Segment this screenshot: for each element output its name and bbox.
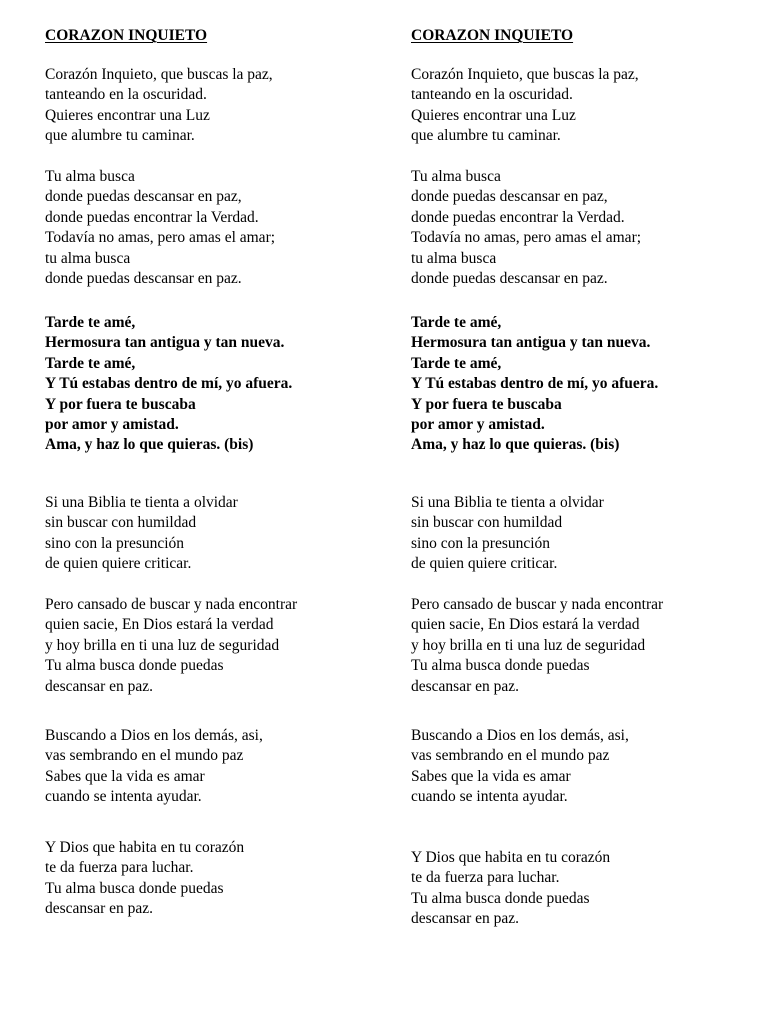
lyric-line: y hoy brilla en ti una luz de seguridad <box>45 636 280 654</box>
lyric-line: Tu alma busca <box>411 168 501 185</box>
lyric-line: sin buscar con humildad <box>45 514 197 532</box>
song-title: CORAZON INQUIETO <box>45 27 208 44</box>
lyric-line: por amor y amistad. <box>45 415 179 433</box>
stanza <box>411 726 751 808</box>
lyric-line: Todavía no amas, pero amas el amar; <box>411 229 642 247</box>
lyric-line: Hermosura tan antigua y tan nueva. <box>45 334 285 352</box>
lyric-line: quien sacie, En Dios estará la verdad <box>45 616 274 634</box>
lyric-line: donde puedas descansar en paz, <box>411 188 608 206</box>
lyric-line: Tarde te amé, <box>411 314 502 331</box>
lyric-line: sino con la presunción <box>45 534 185 552</box>
lyric-line: Y Tú estabas dentro de mí, yo afuera. <box>45 375 293 393</box>
lyric-line: descansar en paz. <box>411 677 520 695</box>
lyric-line: Y Dios que habita en tu corazón <box>411 849 611 866</box>
lyric-line: tanteando en la oscuridad. <box>45 86 207 104</box>
lyric-line: Buscando a Dios en los demás, asi, <box>45 727 263 744</box>
lyric-line: Todavía no amas, pero amas el amar; <box>45 229 276 247</box>
lyric-line: vas sembrando en el mundo paz <box>45 747 244 765</box>
lyric-line: Y por fuera te buscaba <box>45 395 196 413</box>
lyrics-column-left <box>45 26 385 918</box>
chorus <box>45 313 385 456</box>
lyric-line: te da fuerza para luchar. <box>411 869 560 887</box>
stanza <box>411 848 751 930</box>
lyric-line: Ama, y haz lo que quieras. (bis) <box>411 436 620 454</box>
lyric-line: Hermosura tan antigua y tan nueva. <box>411 334 651 352</box>
lyrics-column-right <box>411 26 751 928</box>
lyric-line: Tarde te amé, <box>45 354 136 372</box>
stanza <box>45 65 385 147</box>
lyric-line: donde puedas encontrar la Verdad. <box>45 208 259 226</box>
chorus <box>411 313 751 456</box>
stanza <box>411 65 751 147</box>
lyric-line: Tu alma busca donde puedas <box>45 657 224 675</box>
lyric-line: vas sembrando en el mundo paz <box>411 747 610 765</box>
lyric-line: Quieres encontrar una Luz <box>411 106 576 124</box>
lyric-line: Si una Biblia te tienta a olvidar <box>411 494 604 511</box>
lyric-line: Pero cansado de buscar y nada encontrar <box>45 596 298 613</box>
lyric-line: donde puedas encontrar la Verdad. <box>411 208 625 226</box>
stanza <box>45 167 385 289</box>
lyric-line: por amor y amistad. <box>411 415 545 433</box>
stanza <box>45 838 385 920</box>
lyric-line: Tu alma busca donde puedas <box>411 657 590 675</box>
lyric-line: descansar en paz. <box>45 677 154 695</box>
lyric-line: descansar en paz. <box>45 900 154 918</box>
lyric-line: Buscando a Dios en los demás, asi, <box>411 727 629 744</box>
lyric-line: de quien quiere criticar. <box>411 555 558 573</box>
lyric-line: Y Dios que habita en tu corazón <box>45 839 245 856</box>
lyric-line: que alumbre tu caminar. <box>45 127 195 145</box>
lyric-line: donde puedas descansar en paz, <box>45 188 242 206</box>
lyric-line: donde puedas descansar en paz. <box>45 269 242 287</box>
lyric-line: te da fuerza para luchar. <box>45 859 194 877</box>
lyric-line: Corazón Inquieto, que buscas la paz, <box>411 66 639 83</box>
lyric-line: quien sacie, En Dios estará la verdad <box>411 616 640 634</box>
stanza <box>45 595 385 697</box>
lyric-line: sino con la presunción <box>411 534 551 552</box>
lyric-line: tu alma busca <box>411 249 497 267</box>
lyric-line: Ama, y haz lo que quieras. (bis) <box>45 436 254 454</box>
stanza <box>45 493 385 575</box>
lyric-line: Sabes que la vida es amar <box>45 767 205 785</box>
lyric-line: descansar en paz. <box>411 910 520 928</box>
stanza <box>411 595 751 697</box>
lyric-line: Tarde te amé, <box>45 314 136 331</box>
lyric-line: y hoy brilla en ti una luz de seguridad <box>411 636 646 654</box>
lyric-line: cuando se intenta ayudar. <box>45 788 202 806</box>
lyric-line: Y por fuera te buscaba <box>411 395 562 413</box>
lyric-line: sin buscar con humildad <box>411 514 563 532</box>
lyric-line: Corazón Inquieto, que buscas la paz, <box>45 66 273 83</box>
lyric-line: que alumbre tu caminar. <box>411 127 561 145</box>
lyric-line: tanteando en la oscuridad. <box>411 86 573 104</box>
lyric-line: cuando se intenta ayudar. <box>411 788 568 806</box>
lyric-line: Tu alma busca <box>45 168 135 185</box>
lyric-line: Tarde te amé, <box>411 354 502 372</box>
stanza <box>411 167 751 289</box>
lyric-line: Si una Biblia te tienta a olvidar <box>45 494 238 511</box>
stanza <box>411 493 751 575</box>
lyric-line: Tu alma busca donde puedas <box>45 879 224 897</box>
lyric-line: Pero cansado de buscar y nada encontrar <box>411 596 664 613</box>
lyric-line: Quieres encontrar una Luz <box>45 106 210 124</box>
lyric-line: de quien quiere criticar. <box>45 555 192 573</box>
stanza <box>45 726 385 808</box>
lyric-line: Tu alma busca donde puedas <box>411 889 590 907</box>
lyric-line: Y Tú estabas dentro de mí, yo afuera. <box>411 375 659 393</box>
lyric-line: tu alma busca <box>45 249 131 267</box>
lyric-line: Sabes que la vida es amar <box>411 767 571 785</box>
lyric-line: donde puedas descansar en paz. <box>411 269 608 287</box>
song-title: CORAZON INQUIETO <box>411 27 574 44</box>
